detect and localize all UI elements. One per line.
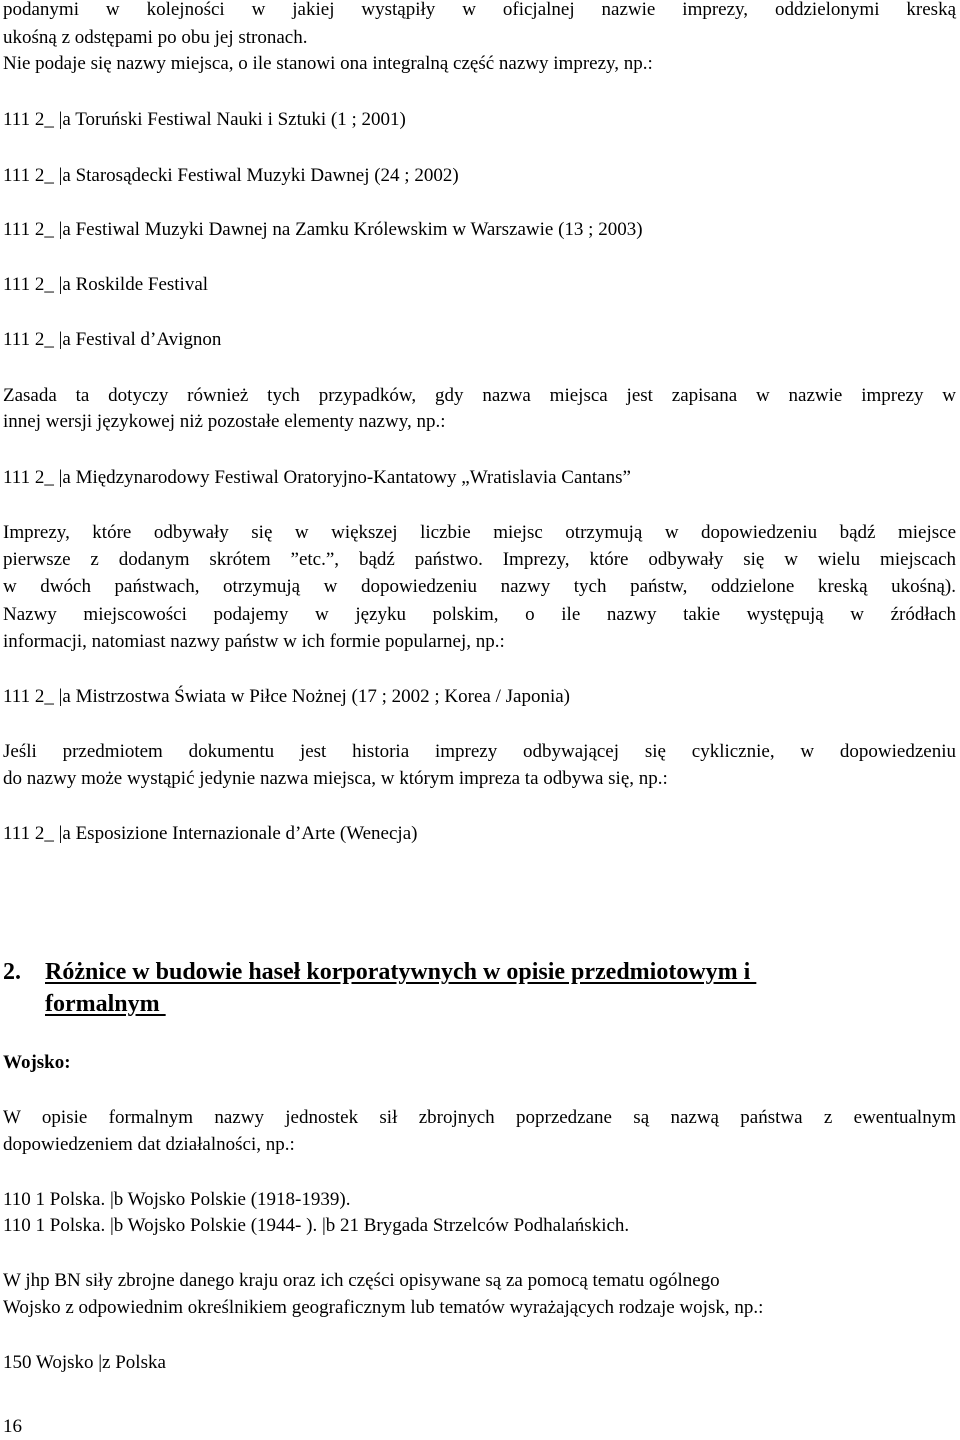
body-text-line: informacji, natomiast nazwy państw w ich formie popularnej, np.:: [3, 631, 505, 652]
marc-example: 111 2_ |a Starosądecki Festiwal Muzyki Dawnej (24 ; 2002): [3, 165, 459, 186]
body-text-line: W jhp BN siły zbrojne danego kraju oraz ich części opisywane są za pomocą tematu ogólnego: [3, 1270, 720, 1291]
section-title: Różnice w budowie haseł korporatywnych w opisie przedmiotowym i: [45, 959, 757, 985]
section-heading-continued: [3, 988, 956, 1020]
body-text-line: ukośną z odstępami po obu jej stronach.: [3, 27, 308, 48]
marc-example: 111 2_ |a Festival d’Avignon: [3, 329, 222, 350]
marc-example: 110 1 Polska. |b Wojsko Polskie (1944- ). |b 21 Brygada Strzelców Podhalańskich.: [3, 1215, 630, 1236]
body-text-line: Zasada ta dotyczy również tych przypadków, gdy nazwa miejsca jest zapisana w nazwie imprezy w: [3, 385, 956, 406]
marc-example: 111 2_ |a Festiwal Muzyki Dawnej na Zamku Królewskim w Warszawie (13 ; 2003): [3, 219, 643, 240]
section-heading: [3, 956, 956, 988]
body-text-line: podanymi w kolejności w jakiej wystąpiły w oficjalnej nazwie imprezy, oddzielonymi kreską: [3, 0, 956, 20]
subheading: Wojsko:: [3, 1052, 71, 1073]
body-text-line: Nazwy miejscowości podajemy w języku polskim, o ile nazwy takie występują w źródłach: [3, 604, 956, 625]
body-text-line: Jeśli przedmiotem dokumentu jest historia imprezy odbywającej się cyklicznie, w dopowiedzeniu: [3, 741, 956, 762]
body-text-line: W opisie formalnym nazwy jednostek sił zbrojnych poprzedzane są nazwą państwa z ewentualnym: [3, 1107, 956, 1128]
page-number: 16: [3, 1416, 22, 1437]
marc-example: 111 2_ |a Esposizione Internazionale d’Arte (Wenecja): [3, 823, 418, 844]
marc-example: 111 2_ |a Międzynarodowy Festiwal Oratoryjno-Kantatowy „Wratislavia Cantans”: [3, 467, 631, 488]
body-text-line: innej wersji językowej niż pozostałe elementy nazwy, np.:: [3, 411, 446, 432]
marc-example: 111 2_ |a Mistrzostwa Świata w Piłce Nożnej (17 ; 2002 ; Korea / Japonia): [3, 686, 570, 707]
marc-example: 110 1 Polska. |b Wojsko Polskie (1918-1939).: [3, 1189, 351, 1210]
marc-example: 150 Wojsko |z Polska: [3, 1352, 166, 1373]
body-text-line: do nazwy może wystąpić jedynie nazwa miejsca, w którym impreza ta odbywa się, np.:: [3, 768, 668, 789]
marc-example: 111 2_ |a Roskilde Festival: [3, 274, 209, 295]
body-text-line: dopowiedzeniem dat działalności, np.:: [3, 1134, 295, 1155]
body-text-line: Nie podaje się nazwy miejsca, o ile stanowi ona integralną część nazwy imprezy, np.:: [3, 53, 653, 74]
body-text-line: Imprezy, które odbywały się w większej liczbie miejsc otrzymują w dopowiedzeniu bądź miejsce: [3, 522, 956, 543]
marc-example: 111 2_ |a Toruński Festiwal Nauki i Sztuki (1 ; 2001): [3, 109, 406, 130]
section-number: 2.: [3, 959, 21, 985]
body-text-line: w dwóch państwach, otrzymują w dopowiedzeniu nazwy tych państw, oddzielone kreską ukośną).: [3, 576, 956, 597]
body-text-line: pierwsze z dodanym skrótem ”etc.”, bądź państwo. Imprezy, które odbywały się w wielu miejscach: [3, 549, 956, 570]
body-text-line: Wojsko z odpowiednim określnikiem geograficznym lub tematów wyrażających rodzaje wojsk, np.:: [3, 1297, 764, 1318]
section-title: formalnym: [45, 991, 166, 1017]
